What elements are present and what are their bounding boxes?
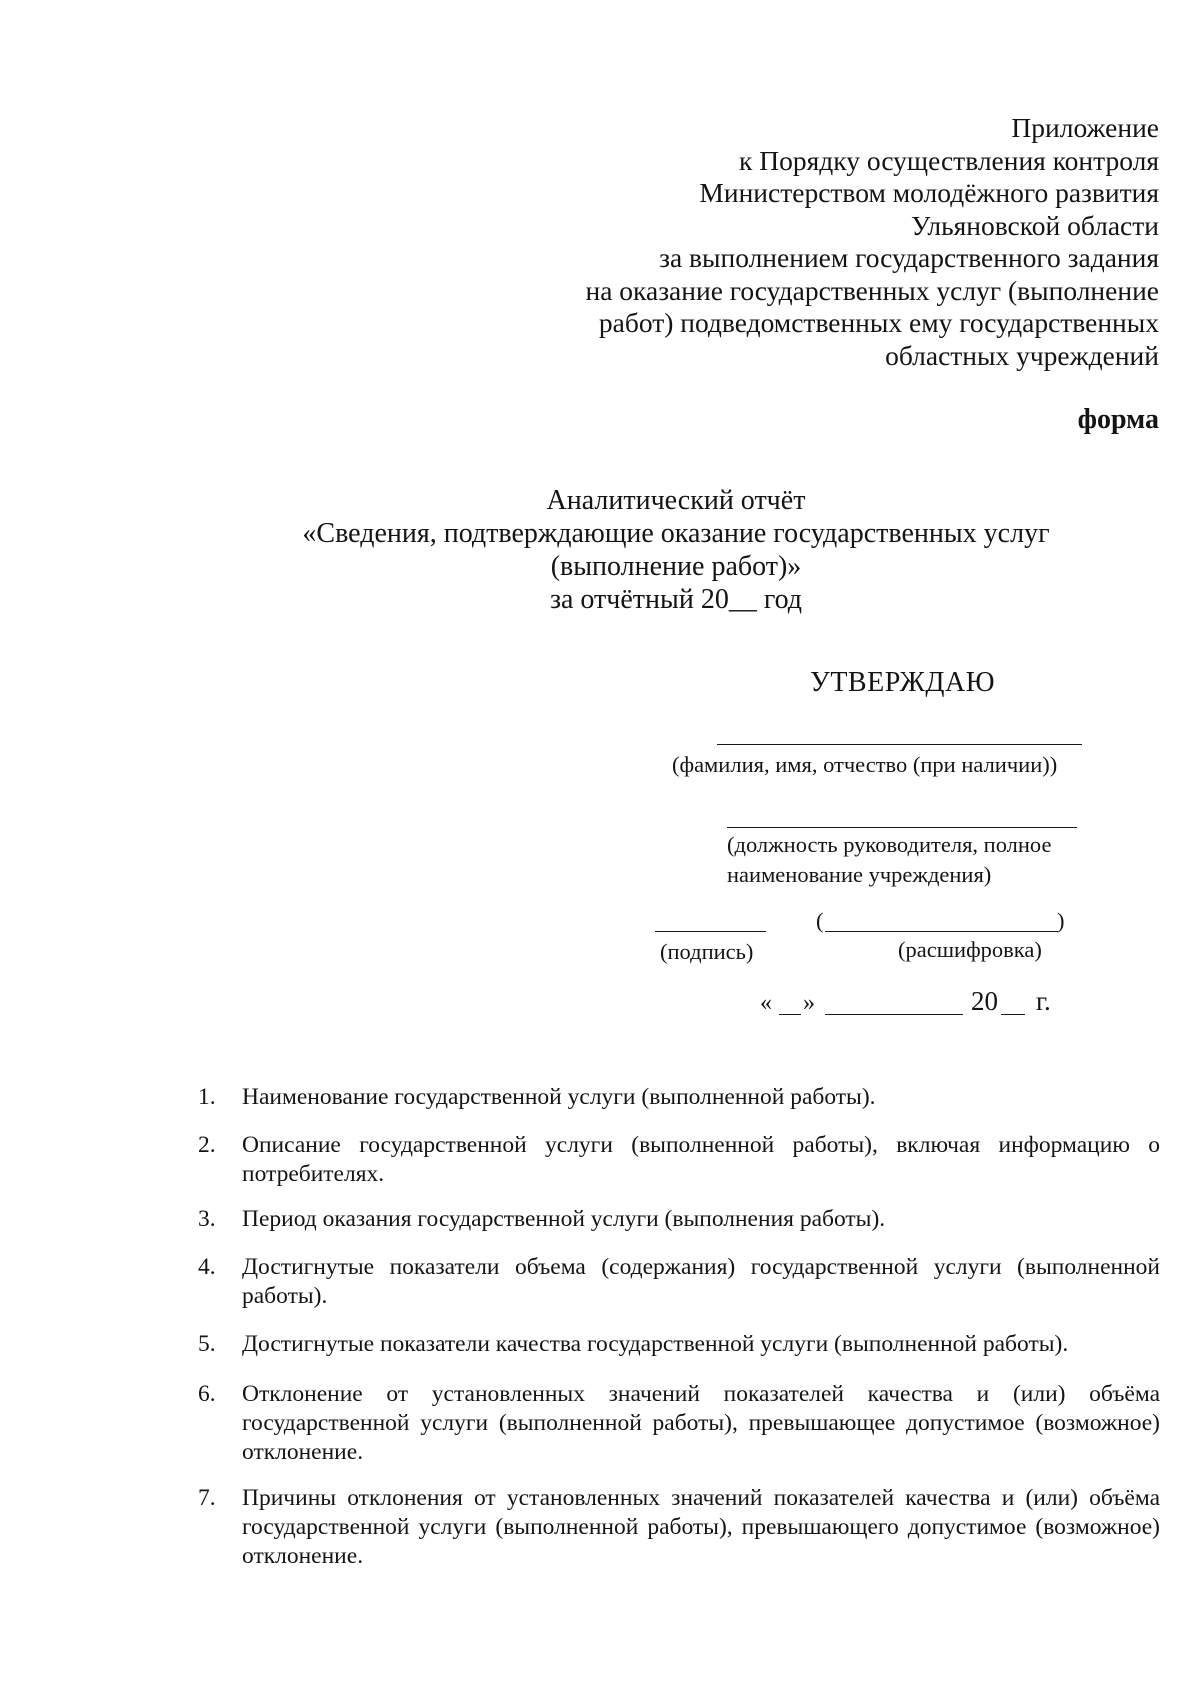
date-open-quote: « (760, 990, 772, 1016)
appendix-line: Министерством молодёжного развития (699, 177, 1159, 208)
appendix-line: Приложение (1011, 112, 1159, 143)
appendix-line: областных учреждений (885, 339, 1159, 371)
decoding-caption: (расшифровка) (898, 937, 1042, 962)
appendix-header (586, 112, 1160, 372)
date-year-prefix: 20 (971, 986, 998, 1016)
title-line: Аналитический отчёт (546, 485, 806, 516)
item-number: 7. (198, 1485, 216, 1511)
item-number: 4. (198, 1254, 216, 1280)
item-text: Достигнутые показатели объема (содержания) государственной услуги (выполненной работы). (242, 1254, 1160, 1309)
decoding-paren-close: ) (1057, 908, 1065, 933)
item-number: 5. (198, 1331, 216, 1357)
item-number: 2. (198, 1132, 216, 1158)
item-text: Достигнутые показатели качества государственной услуги (выполненной работы). (242, 1331, 1069, 1357)
decoding-paren-open: ( (816, 908, 824, 933)
item-text: Причины отклонения от установленных значений показателей качества и (или) объёма государственной услуги (выполненной работы), превышающего допустимое (возможное) отклонение. (242, 1485, 1160, 1569)
title-line: (выполнение работ)» (550, 551, 802, 582)
date-month-line (825, 1014, 963, 1015)
appendix-line: к Порядку осуществления контроля (739, 144, 1159, 176)
position-caption-2: наименование учреждения) (727, 862, 992, 887)
approval-heading: УТВЕРЖДАЮ (810, 667, 995, 698)
item-text: Наименование государственной услуги (выполненной работы). (242, 1084, 876, 1110)
position-field-line (727, 827, 1077, 828)
date-close-quote: » (803, 990, 815, 1016)
form-label: форма (1077, 404, 1159, 435)
item-text: Отклонение от установленных значений показателей качества и (или) объёма государственной услуги (выполненной работы), превышающее допустимое (возможное) отклонение. (242, 1381, 1160, 1465)
title-line: «Сведения, подтверждающие оказание государственных услуг (302, 518, 1050, 549)
appendix-line: на оказание государственных услуг (выполнение (585, 274, 1159, 306)
name-field-line (717, 744, 1082, 745)
name-caption: (фамилия, имя, отчество (при наличии)) (672, 752, 1058, 777)
item-number: 1. (198, 1084, 216, 1110)
item-text: Описание государственной услуги (выполненной работы), включая информацию о потребителях. (242, 1132, 1160, 1187)
position-caption-1: (должность руководителя, полное (727, 832, 1052, 857)
signature-field-line (655, 931, 766, 932)
appendix-line: работ) подведомственных ему государственных (598, 307, 1159, 338)
date-year-line (1001, 1014, 1025, 1015)
item-number: 6. (198, 1381, 216, 1407)
title-line: за отчётный 20__ год (549, 584, 803, 615)
decoding-field-line (825, 931, 1058, 932)
date-day-line (779, 1014, 801, 1015)
item-number: 3. (198, 1206, 216, 1232)
report-title (220, 484, 1132, 616)
date-suffix: г. (1036, 986, 1051, 1016)
item-text: Период оказания государственной услуги (выполнения работы). (242, 1206, 886, 1232)
signature-caption: (подпись) (660, 939, 754, 964)
appendix-line: за выполнением государственного задания (659, 242, 1159, 273)
appendix-line: Ульяновской области (910, 209, 1159, 241)
